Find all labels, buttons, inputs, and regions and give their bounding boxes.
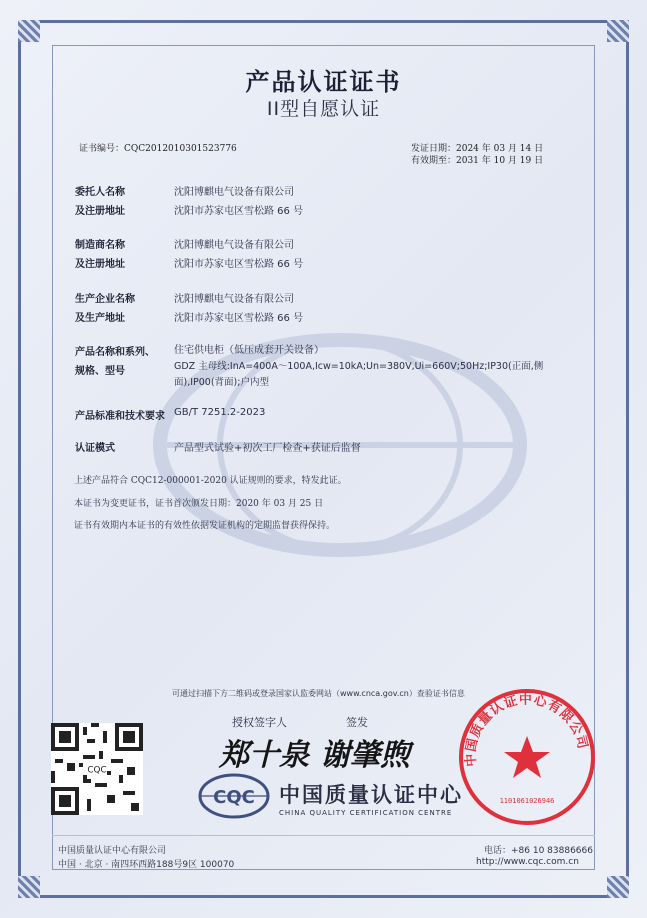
mode-label: 认证模式 [75, 443, 115, 454]
product-spec: 面),IP00(背面);户内型 [174, 377, 269, 388]
qr-code [51, 723, 143, 815]
factory-label: 及生产地址 [75, 313, 125, 324]
validity-note: 证书有效期内本证书的有效性依据发证机构的定期监督获得保持。 [74, 521, 336, 531]
corner-ornament [607, 876, 629, 898]
cert-number: 证书编号：CQC2012010301523776 [79, 144, 237, 154]
standard-label: 产品标准和技术要求 [75, 411, 165, 422]
footer-website: http://www.cqc.com.cn [476, 857, 579, 867]
authorized-signer-label: 授权签字人 [232, 716, 287, 729]
footer-org: 中国质量认证中心有限公司 [58, 846, 167, 856]
logo-mark: CQC [213, 787, 255, 808]
maker-address: 沈阳市苏家屯区雪松路 66 号 [174, 259, 304, 270]
product-label: 产品名称和系列、 [75, 347, 155, 358]
mode-value: 产品型式试验+初次工厂检查+获证后监督 [174, 443, 361, 454]
maker-name: 沈阳博麒电气设备有限公司 [174, 240, 294, 251]
issuer-signature: 谢肇煦 [320, 738, 410, 773]
client-address: 沈阳市苏家屯区雪松路 66 号 [174, 206, 304, 217]
change-note: 本证书为变更证书，证书首次颁发日期：2020 年 03 月 25 日 [74, 499, 324, 509]
compliance-note: 上述产品符合 CQC12-000001-2020 认证规则的要求，特发此证。 [74, 476, 347, 486]
cqc-logo [198, 773, 270, 819]
verify-note: 可通过扫描下方二维码或登录国家认监委网站（www.cnca.gov.cn）查验证书信息 [172, 689, 465, 698]
footer-divider [52, 835, 595, 836]
page-subtitle: II型自愿认证 [266, 98, 381, 120]
client-label: 委托人名称 [75, 187, 125, 198]
issue-date: 发证日期：2024 年 03 月 14 日 [411, 144, 544, 154]
official-seal [456, 686, 598, 828]
product-spec: GDZ 主母线:InA=400A～100A,Icw=10kA;Un=380V,Ui=660V;50Hz;IP30(正面,侧 [174, 361, 544, 372]
factory-address: 沈阳市苏家屯区雪松路 66 号 [174, 313, 304, 324]
client-label: 及注册地址 [75, 206, 125, 217]
factory-name: 沈阳博麒电气设备有限公司 [174, 294, 294, 305]
brand-name-en: CHINA QUALITY CERTIFICATION CENTRE [279, 809, 453, 817]
footer-phone: 电话：+86 10 83886666 [484, 846, 593, 856]
seal-number: 1101061026946 [499, 797, 555, 805]
maker-label: 及注册地址 [75, 259, 125, 270]
expiry-date: 有效期至：2031 年 10 月 19 日 [411, 156, 544, 166]
footer-address: 中国 · 北京 · 南四环西路188号9区 100070 [58, 860, 235, 870]
corner-ornament [18, 20, 40, 42]
page-title: 产品认证证书 [245, 68, 402, 96]
issuer-label: 签发 [346, 716, 368, 729]
product-label: 规格、型号 [75, 366, 125, 377]
client-name: 沈阳博麒电气设备有限公司 [174, 187, 294, 198]
corner-ornament [607, 20, 629, 42]
maker-label: 制造商名称 [75, 240, 125, 251]
brand-name-cn: 中国质量认证中心 [279, 783, 463, 807]
seal-text: 中国质量认证中心有限公司 [463, 692, 590, 768]
corner-ornament [18, 876, 40, 898]
standard-value: GB/T 7251.2-2023 [174, 407, 266, 418]
qr-logo-text: CQC [87, 765, 107, 776]
product-name: 住宅供电柜（低压成套开关设备） [174, 345, 324, 356]
authorized-signature: 郑十泉 [219, 738, 309, 773]
factory-label: 生产企业名称 [75, 294, 135, 305]
